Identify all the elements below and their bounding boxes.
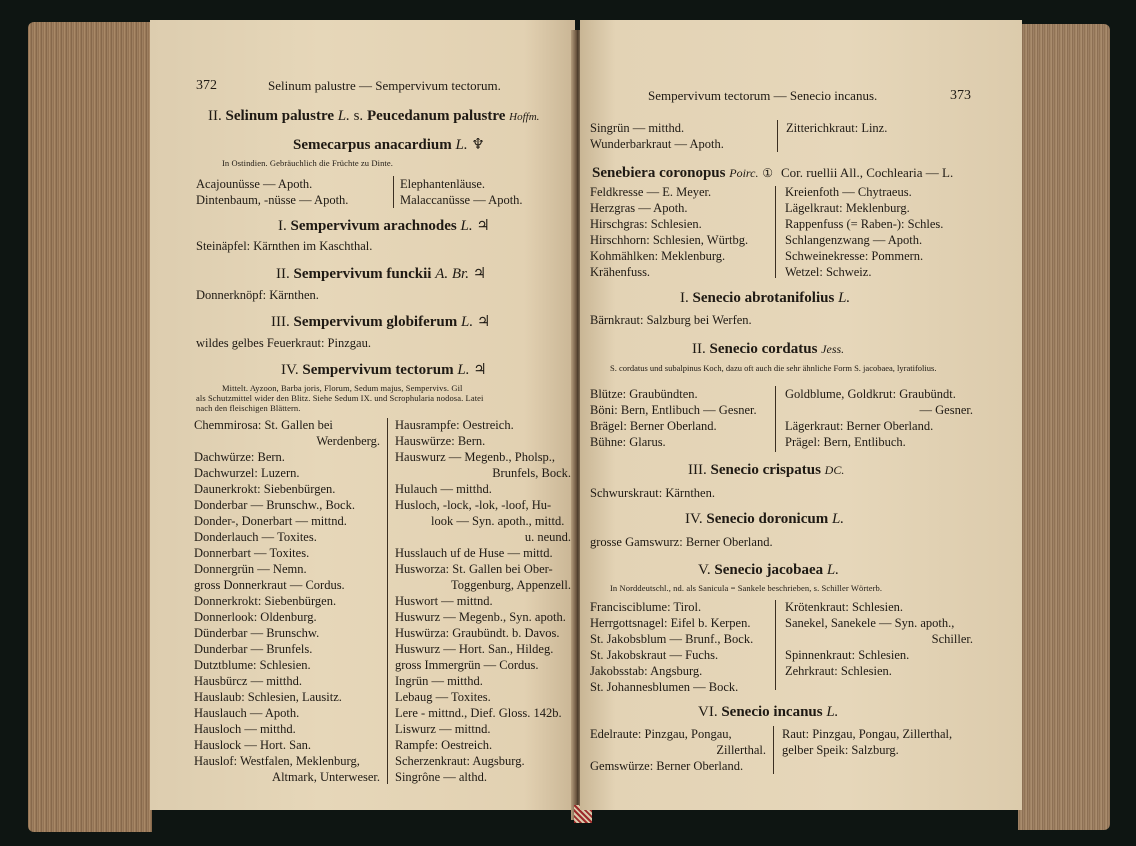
entry-heading <box>692 341 844 358</box>
plant-name: Donderbar — Brunschw., Bock. <box>194 498 355 512</box>
entry-heading <box>680 290 850 307</box>
plant-name: Huswürza: Graubündt. b. Davos. <box>395 626 560 640</box>
names-column-left <box>196 176 348 208</box>
plant-name: Huswurz — Megenb., Syn. apoth. <box>395 610 566 624</box>
heading-author: L. <box>831 511 845 527</box>
plant-name: St. Johannesblumen — Bock. <box>590 680 739 694</box>
plant-name: Hauswürze: Bern. <box>395 434 486 448</box>
plant-name: Dintenbaum, -nüsse — Apoth. <box>196 193 349 207</box>
plant-name: Singrône — althd. <box>395 770 488 784</box>
names-column-left <box>590 726 766 774</box>
plant-name: Donnergrün — Nemn. <box>194 562 307 576</box>
plant-name: Werdenberg. <box>316 434 380 448</box>
plant-name: Schlangenzwang — Apoth. <box>785 233 923 247</box>
entry-text: grosse Gamswurz: Berner Oberland. <box>590 535 773 549</box>
note-line: Mittelt. Ayzoon, Barba joris, Florum, Sedum majus, Sempervivs. Gil <box>222 383 463 393</box>
plant-name: Wunderbarkraut — Apoth. <box>590 137 724 151</box>
perennial-symbol-icon: ♃ <box>476 314 491 330</box>
entry-heading <box>592 165 773 182</box>
heading-numeral: I. <box>278 218 287 234</box>
plant-name: Singrün — mitthd. <box>590 121 685 135</box>
note-line: als Schutzmittel wider den Blitz. Siehe Sedum IX. und Scrophularia nodosa. Latei <box>196 393 484 403</box>
heading-name: Senecio crispatus <box>710 462 821 478</box>
column-divider <box>775 186 776 278</box>
heading-numeral: VI. <box>698 704 718 720</box>
plant-name: Schweinekresse: Pommern. <box>785 249 924 263</box>
heading-numeral: IV. <box>685 511 703 527</box>
heading-author: L. <box>460 314 474 330</box>
plant-name: Acajounüsse — Apoth. <box>196 177 313 191</box>
entry-text: wildes gelbes Feuerkraut: Pinzgau. <box>196 336 371 350</box>
plant-name: Zitterichkraut: Linz. <box>786 121 888 135</box>
plant-name: gross Donnerkraut — Cordus. <box>194 578 345 592</box>
plant-name: Spinnenkraut: Schlesien. <box>785 648 910 662</box>
entry-note <box>196 383 484 413</box>
heading-name: Senecio doronicum <box>706 511 829 527</box>
plant-name: Altmark, Unterweser. <box>272 770 380 784</box>
entry-text: Donnerknöpf: Kärnthen. <box>196 288 319 302</box>
plant-name: Krötenkraut: Schlesien. <box>785 600 904 614</box>
heading-name: Senecio incanus <box>721 704 823 720</box>
plant-name: Hauswurz — Megenb., Pholsp., <box>395 450 556 464</box>
plant-name: Rappenfuss (= Raben-): Schles. <box>785 217 944 231</box>
heading-author: Hoffm. <box>509 111 540 123</box>
plant-name: Lägelkraut: Meklenburg. <box>785 201 910 215</box>
names-column-right <box>395 417 571 785</box>
entry-note: In Ostindien. Gebräuchlich die Früchte zu Dinte. <box>222 158 393 168</box>
entry-heading <box>276 264 486 283</box>
heading-name: Sempervivum arachnodes <box>290 218 457 234</box>
plant-name: Herrgottsnagel: Eifel b. Kerpen. <box>590 616 751 630</box>
names-column-right <box>400 176 523 208</box>
plant-name: Elephantenläuse. <box>400 177 486 191</box>
plant-name: Herzgras — Apoth. <box>590 201 688 215</box>
heading-name: Peucedanum palustre <box>366 108 506 124</box>
left-page <box>150 20 575 810</box>
entry-note: S. cordatus und subalpinus Koch, dazu oft auch die sehr ähnliche Form S. jacobaea, lyratifolius. <box>610 363 937 373</box>
heading-author: L. <box>826 562 839 578</box>
entry-heading <box>281 360 487 379</box>
entry-heading <box>698 562 839 579</box>
running-head: Selinum palustre — Sempervivum tectorum. <box>268 78 501 93</box>
plant-name: Goldblume, Goldkrut: Graubündt. <box>785 387 956 401</box>
plant-name: Böni: Bern, Entlibuch — Gesner. <box>590 403 757 417</box>
plant-name: Toggenburg, Appenzell. <box>450 578 571 592</box>
right-page-edges <box>1018 24 1110 830</box>
plant-name: Lebaug — Toxites. <box>395 690 491 704</box>
plant-name: Dutztblume: Schlesien. <box>194 658 311 672</box>
entry-heading <box>278 216 490 235</box>
column-divider <box>773 726 774 774</box>
entry-heading <box>685 511 844 528</box>
plant-name: Malaccanüsse — Apoth. <box>400 193 523 207</box>
plant-name: Gemswürze: Berner Oberland. <box>590 759 744 773</box>
annual-symbol-icon: ① <box>762 166 773 180</box>
plant-name: Wetzel: Schweiz. <box>785 265 872 279</box>
heading-numeral: II. <box>692 341 706 357</box>
heading-name: Senecio jacobaea <box>714 562 824 578</box>
entry-text: Steinäpfel: Kärnthen im Kaschthal. <box>196 239 373 253</box>
column-divider <box>775 600 776 690</box>
plant-name: Zehrkraut: Schlesien. <box>785 664 892 678</box>
perennial-symbol-icon: ♃ <box>473 362 487 378</box>
heading-name: Sempervivum globiferum <box>293 314 458 330</box>
running-head: Sempervivum tectorum — Senecio incanus. <box>648 88 878 103</box>
entry-heading <box>688 462 844 479</box>
names-column-left <box>590 184 748 280</box>
heading-name: Sempervivum funckii <box>293 266 432 282</box>
heading-numeral: I. <box>680 290 689 306</box>
plant-name: Prägel: Bern, Entlibuch. <box>785 435 906 449</box>
plant-name: Hausrampfe: Oestreich. <box>395 418 514 432</box>
heading-name: Senecio cordatus <box>709 341 818 357</box>
column-divider <box>775 386 776 452</box>
plant-name: Zillerthal. <box>716 743 766 757</box>
heading-numeral: IV. <box>281 362 299 378</box>
heading-author: L. <box>826 704 839 720</box>
heading-author: L. <box>838 290 851 306</box>
plant-name: u. neund. <box>524 530 571 544</box>
entry-text: Schwurskraut: Kärnthen. <box>590 486 715 500</box>
plant-name: Francisciblume: Tirol. <box>590 600 702 614</box>
plant-name: gross Immergrün — Cordus. <box>395 658 539 672</box>
plant-name: Hauslaub: Schlesien, Lausitz. <box>194 690 342 704</box>
synonym-line: Cor. ruellii All., Cochlearia — L. <box>781 165 954 180</box>
plant-name: Dunderbar — Brunfels. <box>194 642 313 656</box>
heading-name: Semecarpus anacardium <box>293 137 452 153</box>
heading-author: L. <box>337 108 350 124</box>
plant-name: Donderlauch — Toxites. <box>194 530 317 544</box>
plant-name: Sanekel, Sanekele — Syn. apoth., <box>785 616 955 630</box>
plant-name: Huswurz — Hort. San., Hildeg. <box>395 642 554 656</box>
plant-name: Kreienfoth — Chytraeus. <box>785 185 912 199</box>
names-column-left <box>590 599 753 695</box>
plant-name: Hausloch — mitthd. <box>194 722 296 736</box>
heading-author: L. <box>455 137 468 153</box>
plant-name: Dachwürze: Bern. <box>194 450 285 464</box>
entry-text: Bärnkraut: Salzburg bei Werfen. <box>590 313 752 327</box>
page-number: 372 <box>196 78 217 93</box>
plant-name: Donnerlook: Oldenburg. <box>194 610 317 624</box>
heading-name: Sempervivum tectorum <box>302 362 454 378</box>
left-page-edges <box>28 22 152 832</box>
plant-name: Hirschgras: Schlesien. <box>590 217 702 231</box>
entry-note: In Norddeutschl., nd. als Sanicula = Sankele beschrieben, s. Schiller Wörterb. <box>610 583 883 593</box>
plant-name: Donnerbart — Toxites. <box>194 546 310 560</box>
plant-name: Daunerkrokt: Siebenbürgen. <box>194 482 336 496</box>
heading-author: Jess. <box>821 342 845 356</box>
plant-name: Kohmählken: Meklenburg. <box>590 249 726 263</box>
heading-numeral: III. <box>271 314 290 330</box>
plant-name: Hauslauch — Apoth. <box>194 706 300 720</box>
plant-name: Donder-, Donerbart — mittnd. <box>194 514 347 528</box>
plant-name: Hauslof: Westfalen, Meklenburg, <box>194 754 360 768</box>
plant-name: Lere - mittnd., Dief. Gloss. 142b. <box>395 706 562 720</box>
names-column-right <box>785 599 973 679</box>
plant-name: Ingrün — mitthd. <box>395 674 483 688</box>
heading-author: L. <box>460 218 473 234</box>
names-column-right <box>786 120 887 136</box>
plant-name: Raut: Pinzgau, Pongau, Zillerthal, <box>782 727 953 741</box>
plant-name: Huswort — mittnd. <box>395 594 493 608</box>
plant-name: Brägel: Berner Oberland. <box>590 419 717 433</box>
plant-name: Schiller. <box>931 632 973 646</box>
plant-name: Dachwurzel: Luzern. <box>194 466 300 480</box>
plant-name: Jakobsstab: Angsburg. <box>590 664 703 678</box>
plant-name: Hauslock — Hort. San. <box>194 738 311 752</box>
plant-name: Bühne: Glarus. <box>590 435 666 449</box>
plant-name: Edelraute: Pinzgau, Pongau, <box>590 727 732 741</box>
entry-heading <box>208 108 539 125</box>
plant-name: Scherzenkraut: Augsburg. <box>395 754 525 768</box>
entry-heading <box>293 135 485 154</box>
plant-name: Krähenfuss. <box>590 265 651 279</box>
plant-name: Feldkresse — E. Meyer. <box>590 185 712 199</box>
plant-name: Husworza: St. Gallen bei Ober- <box>395 562 553 576</box>
heading-author: L. <box>457 362 470 378</box>
heading-name: Selinum palustre <box>225 108 334 124</box>
column-divider <box>393 176 394 208</box>
column-divider <box>777 120 778 152</box>
heading-author: A. Br. <box>435 266 469 282</box>
names-column-right <box>785 386 973 450</box>
plant-name: Hulauch — mitthd. <box>395 482 492 496</box>
plant-name: Blütze: Graubündten. <box>590 387 698 401</box>
heading-numeral: II. <box>208 108 222 124</box>
names-column-right <box>785 184 943 280</box>
heading-numeral: V. <box>698 562 711 578</box>
names-column-right <box>782 726 952 758</box>
plant-name: Chemmirosa: St. Gallen bei <box>194 418 333 432</box>
plant-name: Hausbürcz — mitthd. <box>194 674 302 688</box>
plant-name: St. Jakobskraut — Fuchs. <box>590 648 719 662</box>
heading-numeral: II. <box>276 266 290 282</box>
plant-name: look — Syn. apoth., mittd. <box>431 514 565 528</box>
plant-name: Liswurz — mittnd. <box>395 722 491 736</box>
plant-name: — Gesner. <box>919 403 973 417</box>
note-line: nach den fleischigen Blättern. <box>196 403 301 413</box>
plant-name: Donnerkrokt: Siebenbürgen. <box>194 594 337 608</box>
plant-name: Husloch, -lock, -lok, -loof, Hu- <box>395 498 552 512</box>
page-number: 373 <box>950 88 971 103</box>
heading-author: DC. <box>824 463 845 477</box>
tree-symbol-icon: ♆ <box>471 137 485 153</box>
heading-name: Senebiera coronopus <box>592 165 726 181</box>
plant-name: St. Jakobsblum — Brunf., Bock. <box>590 632 754 646</box>
heading-author: Poirc. <box>729 166 759 180</box>
column-divider <box>387 418 388 784</box>
heading-name: Senecio abrotanifolius <box>692 290 835 306</box>
names-column-left <box>590 386 757 450</box>
plant-name: Hirschhorn: Schlesien, Würtbg. <box>590 233 749 247</box>
plant-name: Husslauch uf de Huse — mittd. <box>395 546 553 560</box>
plant-name: Rampfe: Oestreich. <box>395 738 493 752</box>
perennial-symbol-icon: ♃ <box>476 218 490 234</box>
right-page <box>580 20 1022 810</box>
entry-heading <box>698 704 838 721</box>
plant-name: Brunfels, Bock. <box>492 466 571 480</box>
plant-name: Lägerkraut: Berner Oberland. <box>785 419 934 433</box>
plant-name: Dünderbar — Brunschw. <box>194 626 320 640</box>
heading-mid: s. <box>349 108 367 124</box>
entry-heading <box>271 312 490 331</box>
plant-name: gelber Speik: Salzburg. <box>782 743 899 757</box>
names-column-left <box>590 120 724 152</box>
names-column-left <box>194 417 380 785</box>
perennial-symbol-icon: ♃ <box>472 266 487 282</box>
heading-numeral: III. <box>688 462 707 478</box>
